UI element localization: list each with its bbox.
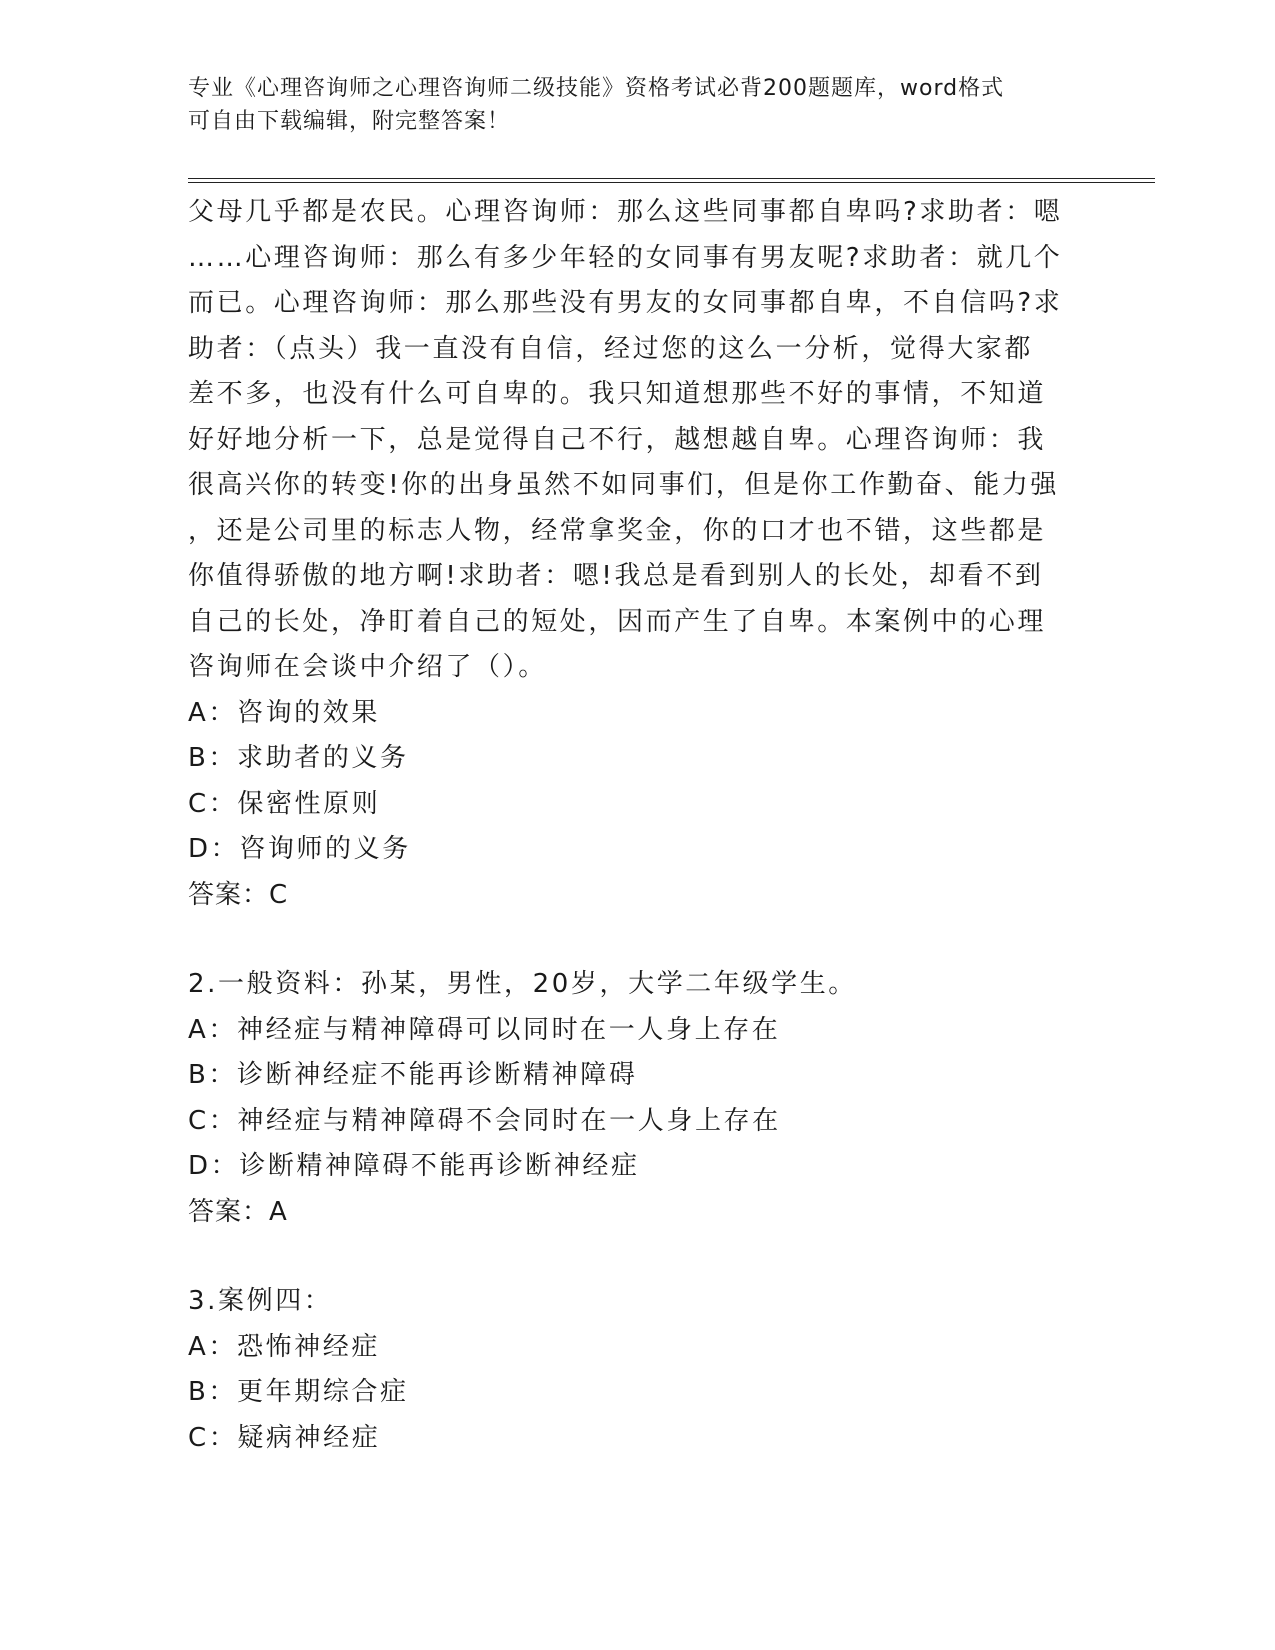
spacer [188,1235,1088,1279]
question-1-stem-line: 很高兴你的转变!你的出身虽然不如同事们，但是你工作勤奋、能力强 [188,470,1060,500]
question-1-stem-line: 好好地分析一下，总是觉得自己不行，越想越自卑。心理咨询师：我 [188,424,1047,455]
question-1-stem-line: ……心理咨询师：那么有多少年轻的女同事有男友呢?求助者：就几个 [188,242,1063,273]
question-1-stem-line: 自己的长处，净盯着自己的短处，因而产生了自卑。本案例中的心理 [188,606,1047,637]
question-1-option-a: A：咨询的效果 [188,697,380,728]
header-line-2: 可自由下载编辑，附完整答案！ [188,109,511,134]
question-2-option-c: C：神经症与精神障碍不会同时在一人身上存在 [188,1105,781,1136]
question-1-option-c: C：保密性原则 [188,788,381,819]
question-3-option-c: C：疑病神经症 [188,1422,381,1453]
question-1-answer: 答案：C [188,879,289,910]
document-body [188,190,1088,1461]
question-3-stem: 3.案例四： [188,1286,333,1316]
question-1-stem-line: ，还是公司里的标志人物，经常拿奖金，你的口才也不错，这些都是 [188,515,1047,546]
question-3 [188,1279,1088,1461]
question-2-stem: 2.一般资料：孙某，男性，20岁，大学二年级学生。 [188,969,857,999]
header-line-1: 专业《心理咨询师之心理咨询师二级技能》资格考试必背200题题库，word格式 [188,76,1005,101]
question-1-stem-line: 你值得骄傲的地方啊!求助者：嗯!我总是看到别人的长处，却看不到 [188,561,1044,591]
header-divider [188,178,1155,183]
question-1-stem-line: 咨询师在会谈中介绍了（）。 [188,652,547,682]
question-2-option-a: A：神经症与精神障碍可以同时在一人身上存在 [188,1014,781,1045]
question-2-answer: 答案：A [188,1196,288,1227]
question-2-option-d: D：诊断精神障碍不能再诊断神经症 [188,1151,640,1181]
question-2-option-b: B：诊断神经症不能再诊断精神障碍 [188,1060,638,1090]
question-1-option-b: B：求助者的义务 [188,743,409,773]
question-2 [188,962,1088,1235]
document-header [188,72,1068,138]
question-1 [188,190,1088,918]
question-3-option-a: A：恐怖神经症 [188,1331,380,1362]
question-1-stem-line: 助者：（点头）我一直没有自信，经过您的这么一分析，觉得大家都 [188,333,1034,364]
question-1-option-d: D：咨询师的义务 [188,834,411,864]
spacer [188,918,1088,962]
question-1-stem-line: 差不多，也没有什么可自卑的。我只知道想那些不好的事情，不知道 [188,379,1047,409]
question-1-stem-line: 而已。心理咨询师：那么那些没有男友的女同事都自卑，不自信吗?求 [188,288,1063,318]
question-3-option-b: B：更年期综合症 [188,1377,409,1407]
question-1-stem-line: 父母几乎都是农民。心理咨询师：那么这些同事都自卑吗?求助者：嗯 [188,197,1063,227]
